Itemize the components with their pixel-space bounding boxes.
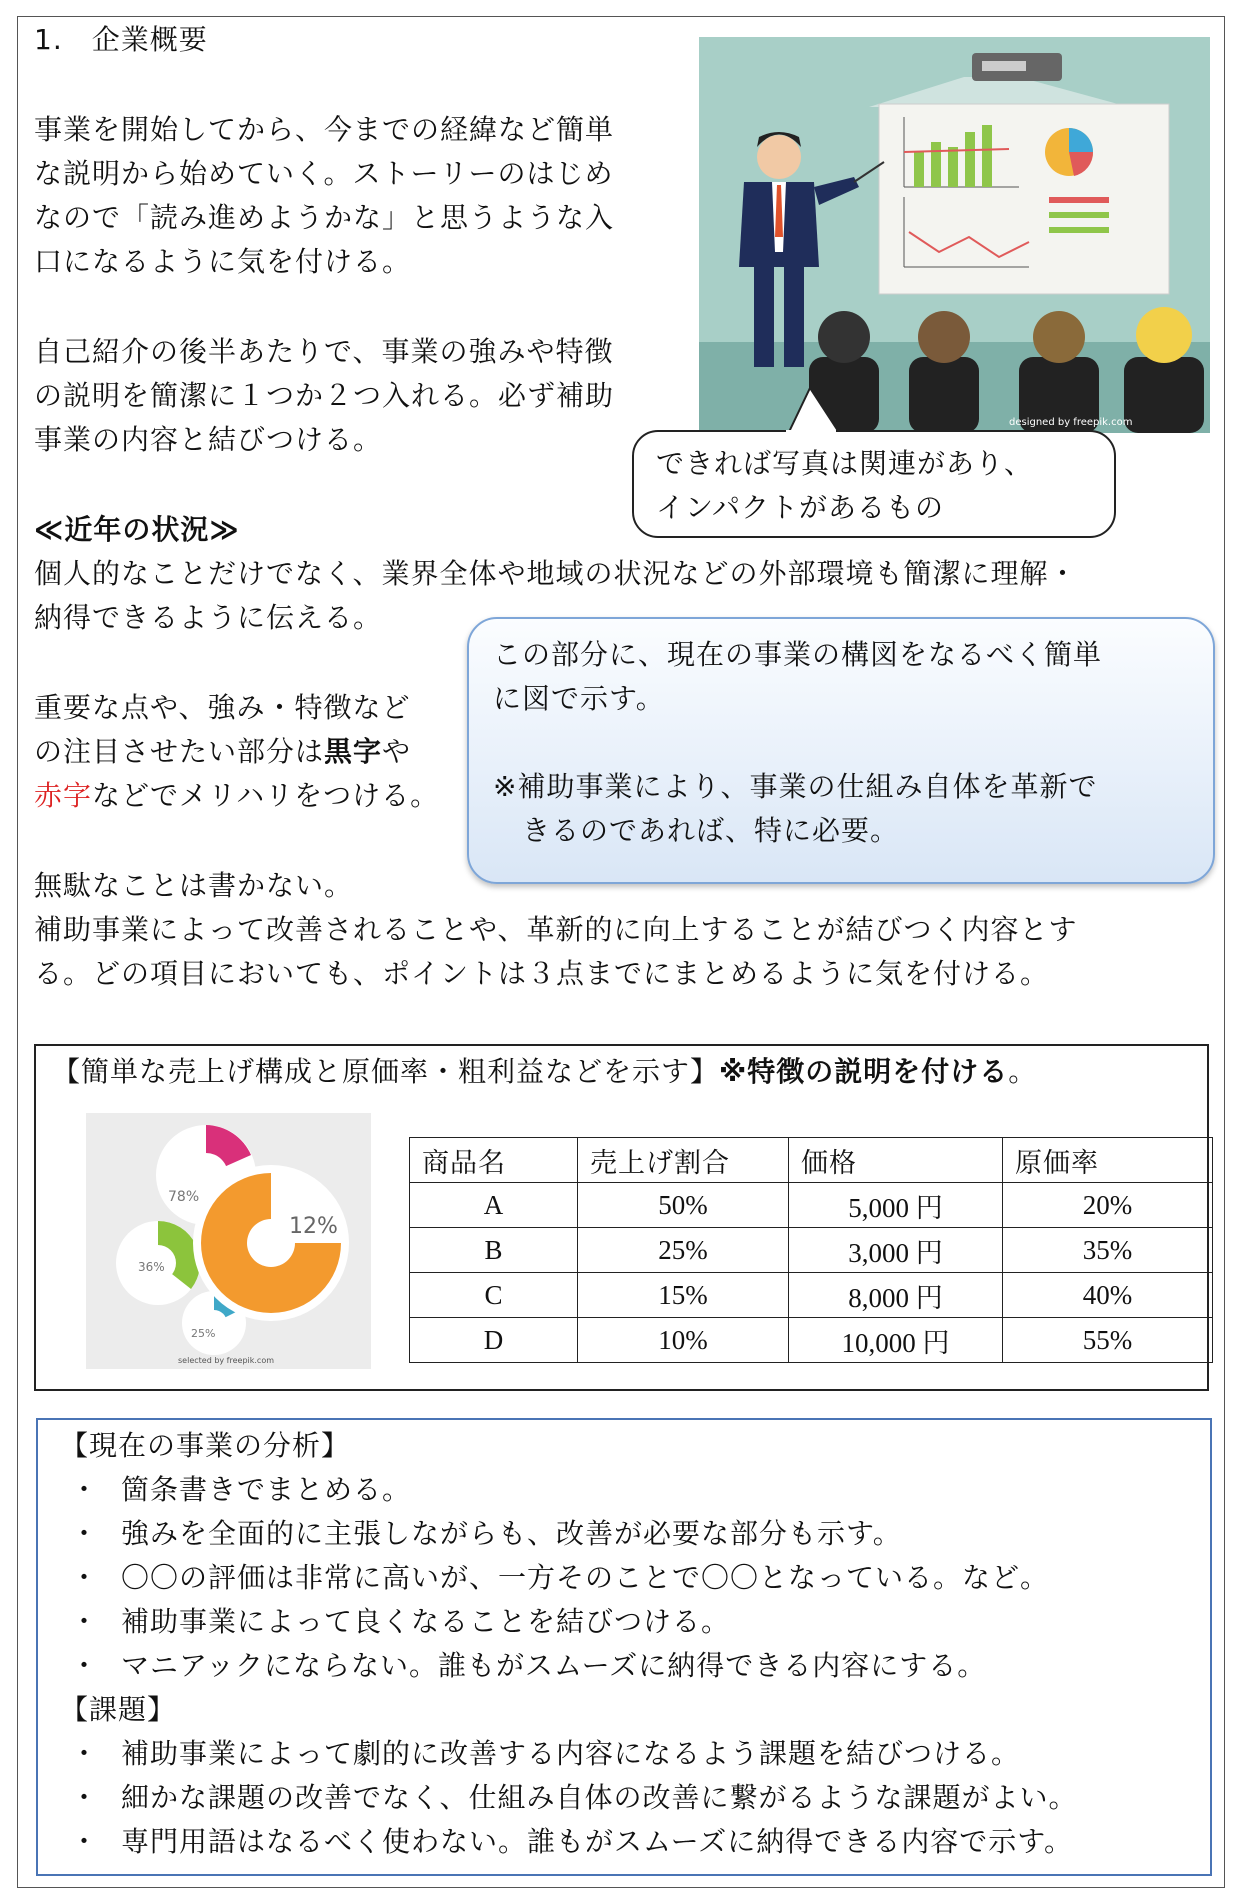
waste-line: 補助事業によって改善されることや、革新的に向上することが結びつく内容とす	[34, 913, 1078, 946]
bullet: ・	[70, 1781, 99, 1814]
bullet: ・	[70, 1517, 99, 1550]
table-cell: 40%	[1003, 1273, 1213, 1318]
table-row	[410, 1273, 1213, 1318]
bullet: ・	[70, 1737, 99, 1770]
list-item: 強みを全面的に主張しながらも、改善が必要な部分も示す。	[121, 1517, 902, 1550]
issues-title: 【課題】	[60, 1693, 177, 1726]
table-row	[410, 1228, 1213, 1273]
callout-line: ※補助事業により、事業の仕組み自体を革新で	[493, 770, 1098, 803]
table-cell: 10%	[578, 1318, 789, 1363]
callout-spacer	[493, 721, 1189, 765]
table-cell: A	[410, 1183, 578, 1228]
list-item: 〇〇の評価は非常に高いが、一方そのことで〇〇となっている。など。	[121, 1561, 1050, 1594]
list-item: 補助事業によって良くなることを結びつける。	[121, 1605, 731, 1638]
list-item: 補助事業によって劇的に改善する内容になるよう課題を結びつける。	[121, 1737, 1021, 1770]
intro-line: 事業を開始してから、今までの経緯など簡単	[34, 113, 615, 146]
table-cell: 8,000 円	[789, 1273, 1003, 1318]
callout-line: できれば写真は関連があり、	[656, 447, 1034, 480]
table-header-row	[410, 1138, 1213, 1183]
presentation-illustration	[699, 37, 1210, 433]
recent-line: 個人的なことだけでなく、業界全体や地域の状況などの外部環境も簡潔に理解・	[34, 557, 1078, 590]
table-cell: 35%	[1003, 1228, 1213, 1273]
callout-tail	[780, 388, 870, 436]
header-cell: 価格	[789, 1138, 1003, 1183]
table-cell: 10,000 円	[789, 1318, 1003, 1363]
callout-line: この部分に、現在の事業の構図をなるべく簡単	[493, 638, 1103, 671]
red-word: 赤字	[34, 779, 93, 812]
list-item: 専門用語はなるべく使わない。誰もがスムーズに納得できる内容で示す。	[121, 1825, 1073, 1858]
intro-line: なので「読み進めようかな」と思うような入	[34, 201, 615, 234]
bullet: ・	[70, 1473, 99, 1506]
chart-label-big: 12%	[289, 1214, 338, 1239]
table-row	[410, 1183, 1213, 1228]
bullet: ・	[70, 1649, 99, 1682]
table-cell: D	[410, 1318, 578, 1363]
callout-line: に図で示す。	[493, 682, 665, 715]
diagram-callout	[467, 617, 1215, 884]
emphasis-line: 赤字などでメリハリをつける。	[34, 779, 440, 812]
image-credit: selected by freepik.com	[178, 1356, 275, 1365]
list-item: 細かな課題の改善でなく、仕組み自体の改善に繋がるような課題がよい。	[121, 1781, 1078, 1814]
table-cell: 20%	[1003, 1183, 1213, 1228]
chart-label-bottom: 25%	[191, 1327, 216, 1340]
chart-label-left: 36%	[138, 1260, 165, 1274]
table-cell: B	[410, 1228, 578, 1273]
table-cell: 15%	[578, 1273, 789, 1318]
sales-box-title: 【簡単な売上げ構成と原価率・粗利益などを示す】※特徴の説明を付ける。	[52, 1055, 1038, 1088]
sales-table	[409, 1137, 1213, 1363]
bullet: ・	[70, 1605, 99, 1638]
list-item: 箇条書きでまとめる。	[121, 1473, 412, 1506]
photo-credit: designed by freepik.com	[1009, 417, 1133, 428]
emphasis-line: 重要な点や、強み・特徴など	[34, 691, 411, 724]
waste-line: 無駄なことは書かない。	[34, 869, 354, 902]
analysis-title: 【現在の事業の分析】	[60, 1429, 351, 1462]
bold-word: 黒字	[324, 735, 383, 768]
header-cell: 原価率	[1003, 1138, 1213, 1183]
bullet: ・	[70, 1561, 99, 1594]
header-cell: 売上げ割合	[578, 1138, 789, 1183]
table-cell: 25%	[578, 1228, 789, 1273]
emphasis-line: の注目させたい部分は黒字や	[34, 735, 412, 768]
bullet: ・	[70, 1825, 99, 1858]
intro-line: 口になるように気を付ける。	[34, 245, 412, 278]
recent-heading: ≪近年の状況≫	[34, 513, 240, 546]
table-cell: 50%	[578, 1183, 789, 1228]
waste-line: る。どの項目においても、ポイントは３点までにまとめるように気を付ける。	[34, 957, 1050, 990]
section-heading: 1. 企業概要	[34, 23, 208, 56]
photo-callout	[632, 430, 1116, 538]
intro-line: な説明から始めていく。ストーリーのはじめ	[34, 157, 614, 190]
list-item: マニアックにならない。誰もがスムーズに納得できる内容にする。	[121, 1649, 987, 1682]
recent-line: 納得できるように伝える。	[34, 601, 383, 634]
table-cell: 55%	[1003, 1318, 1213, 1363]
table-cell: 5,000 円	[789, 1183, 1003, 1228]
self-intro-line: の説明を簡潔に１つか２つ入れる。必ず補助	[34, 379, 615, 412]
table-cell: 3,000 円	[789, 1228, 1003, 1273]
header-cell: 商品名	[410, 1138, 578, 1183]
table-cell: C	[410, 1273, 578, 1318]
callout-line: きるのであれば、特に必要。	[493, 814, 900, 847]
infographic-image	[86, 1113, 371, 1369]
self-intro-line: 事業の内容と結びつける。	[34, 423, 383, 456]
chart-label-top: 78%	[168, 1189, 200, 1205]
callout-line: インパクトがあるもの	[656, 491, 945, 524]
self-intro-line: 自己紹介の後半あたりで、事業の強みや特徴	[34, 335, 614, 368]
table-row	[410, 1318, 1213, 1363]
callout-tail-mask	[786, 430, 836, 434]
